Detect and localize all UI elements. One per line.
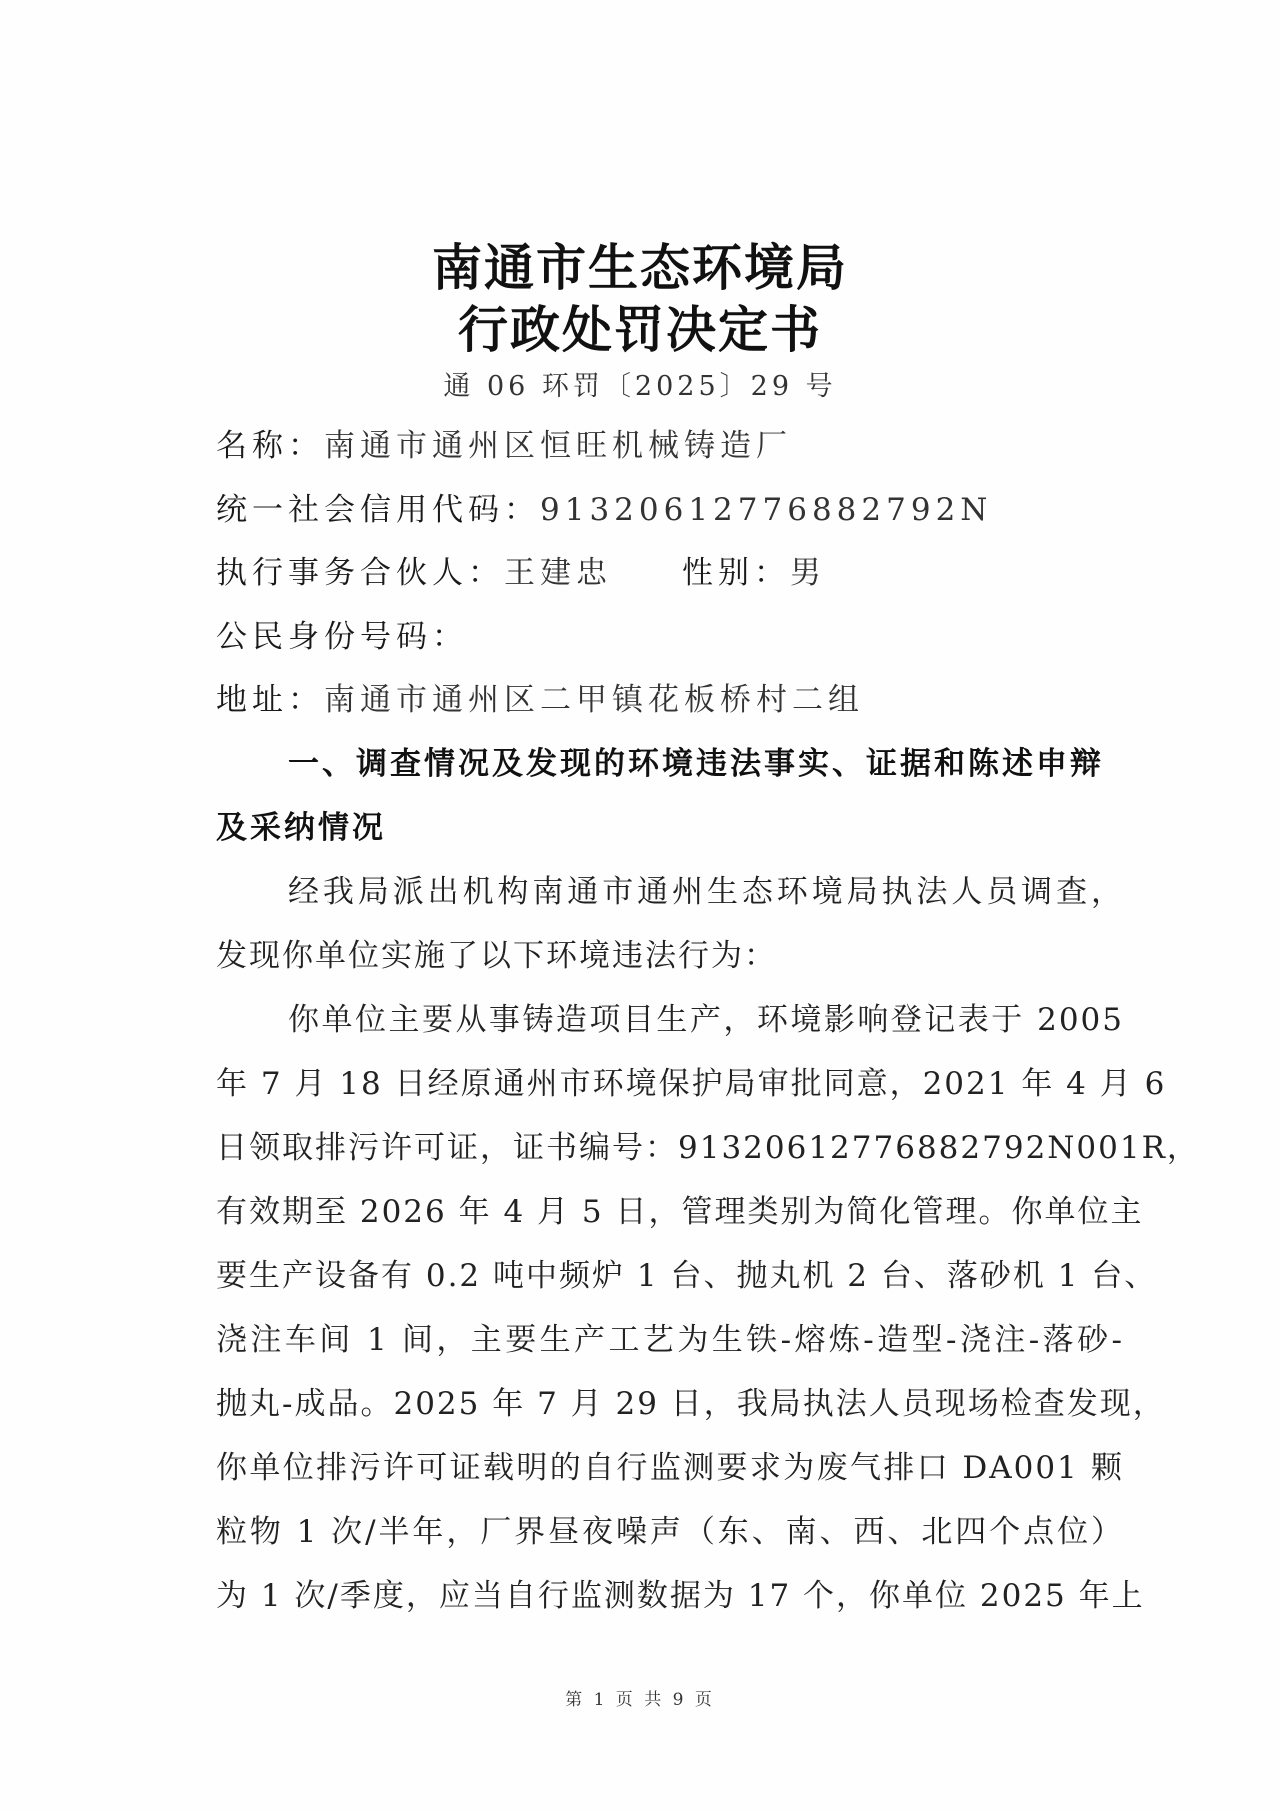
body-line: 发现你单位实施了以下环境违法行为： [216,938,777,974]
section1-heading-line1: 一、调查情况及发现的环境违法事实、证据和陈述申辩 [288,746,1104,782]
credit-code-value: 91320612776882792N [540,492,993,528]
partner-label: 执行事务合伙人： [216,555,504,591]
field-id-number [216,617,1126,657]
gender-label: 性别： [682,555,790,591]
field-address [216,680,1126,720]
body-line: 浇注车间 1 间，主要生产工艺为生铁-熔炼-造型-浇注-落砂- [216,1322,1124,1358]
address-value: 南通市通州区二甲镇花板桥村二组 [324,682,864,718]
partner-value: 王建忠 [504,555,612,591]
name-value: 南通市通州区恒旺机械铸造厂 [324,428,792,464]
credit-code-label: 统一社会信用代码： [216,492,540,528]
body-line: 有效期至 2026 年 4 月 5 日，管理类别为简化管理。你单位主 [216,1194,1144,1230]
body-line: 经我局派出机构南通市通州生态环境局执法人员调查， [288,874,1124,910]
name-label: 名称： [216,428,324,464]
page-number-footer: 第 1 页 共 9 页 [565,1690,715,1710]
field-credit-code [216,490,1126,530]
document-title-type: 行政处罚决定书 [458,300,822,359]
body-line: 你单位主要从事铸造项目生产，环境影响登记表于 2005 [288,1002,1124,1038]
body-line: 日领取排污许可证，证书编号：91320612776882792N001R， [216,1130,1200,1166]
document-number: 通 06 环罚〔2025〕29 号 [443,371,837,402]
address-label: 地址： [216,682,324,718]
section1-heading-line2: 及采纳情况 [216,810,386,846]
body-line: 为 1 次/季度，应当自行监测数据为 17 个，你单位 2025 年上 [216,1578,1145,1614]
document-title-agency: 南通市生态环境局 [432,238,848,297]
body-line: 你单位排污许可证载明的自行监测要求为废气排口 DA001 颗 [216,1450,1124,1486]
field-partner [216,553,1126,593]
id-label: 公民身份号码： [216,619,468,655]
field-name [216,426,1126,466]
body-line: 年 7 月 18 日经原通州市环境保护局审批同意，2021 年 4 月 6 [216,1066,1167,1102]
body-line: 抛丸-成品。2025 年 7 月 29 日，我局执法人员现场检查发现， [216,1386,1166,1422]
gender-value: 男 [790,555,826,591]
body-line: 要生产设备有 0.2 吨中频炉 1 台、抛丸机 2 台、落砂机 1 台、 [216,1258,1158,1294]
body-line: 粒物 1 次/半年，厂界昼夜噪声（东、南、西、北四个点位） [216,1514,1124,1550]
